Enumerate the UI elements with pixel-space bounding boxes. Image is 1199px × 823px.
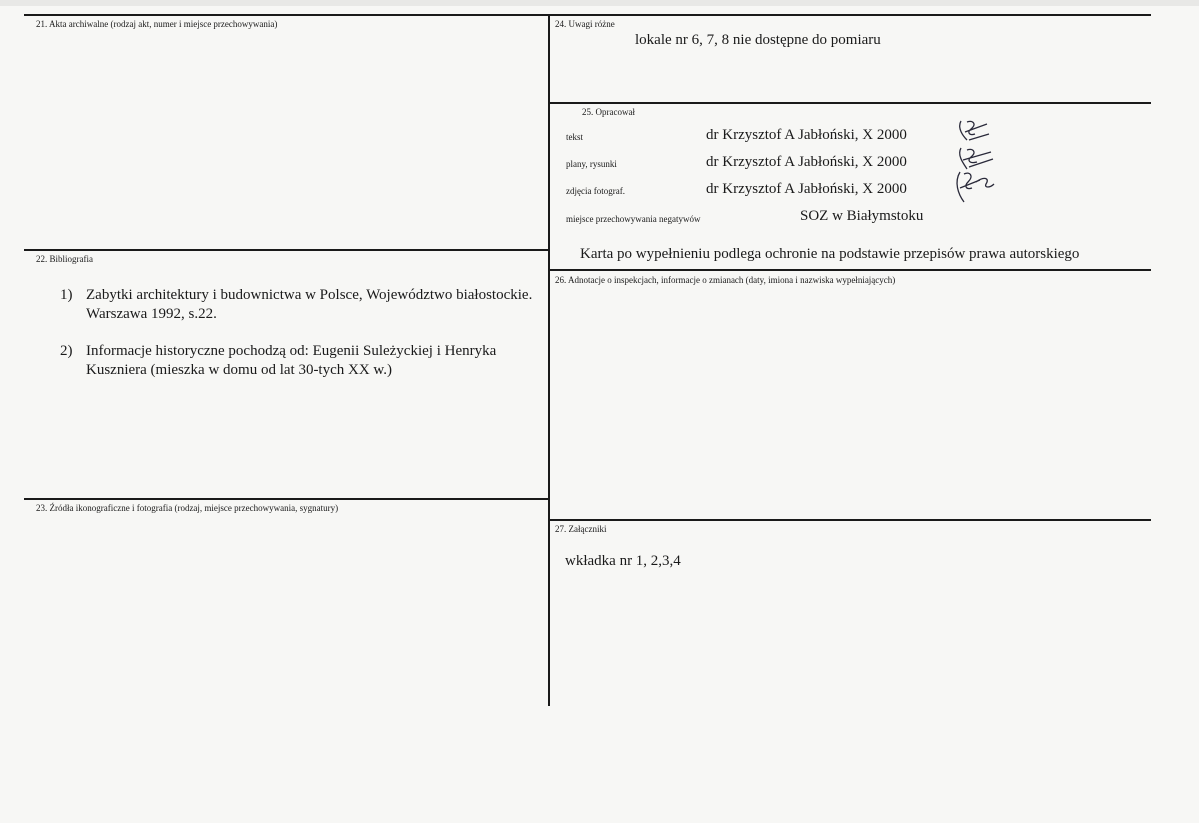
author-row-label: tekst <box>566 132 583 142</box>
rule-25-26 <box>548 269 1151 271</box>
section-25-label: 25. Opracował <box>582 107 635 117</box>
author-row-value: dr Krzysztof A Jabłoński, X 2000 <box>706 154 907 170</box>
rule-24-25 <box>548 102 1151 104</box>
section-26-label: 26. Adnotacje o inspekcjach, informacje o zmianach (daty, imiona i nazwiska wypełniających) <box>555 275 896 285</box>
section-24-label: 24. Uwagi różne <box>555 19 615 29</box>
attachments-text: wkładka nr 1, 2,3,4 <box>565 553 681 569</box>
bibliography-item-text: Zabytki architektury i budownictwa w Polsce, Województwo białostockie. Warszawa 1992, s.22. <box>86 287 533 322</box>
bibliography-item <box>60 286 560 326</box>
section-27-label: 27. Załączniki <box>555 524 607 534</box>
rule-22-23 <box>24 498 550 500</box>
signature-icon <box>950 168 996 208</box>
author-row-label: plany, rysunki <box>566 159 617 169</box>
negatives-label: miejsce przechowywania negatywów <box>566 214 701 224</box>
section-21-label: 21. Akta archiwalne (rodzaj akt, numer i miejsce przechowywania) <box>36 19 278 29</box>
bibliography-item-text: Informacje historyczne pochodzą od: Eugenii Suleżyckiej i Henryka Kuszniera (mieszka w domu od lat 30-tych XX w.) <box>86 343 497 378</box>
remarks-text: lokale nr 6, 7, 8 nie dostępne do pomiaru <box>635 32 881 48</box>
author-row-label: zdjęcia fotograf. <box>566 186 625 196</box>
page-top-edge <box>0 0 1199 6</box>
copyright-notice: Karta po wypełnieniu podlega ochronie na podstawie przepisów prawa autorskiego <box>580 246 1080 262</box>
bibliography-item <box>60 342 560 382</box>
bibliography-item-number: 2) <box>60 343 73 359</box>
signature-icon <box>955 118 995 146</box>
top-rule <box>24 14 1151 16</box>
rule-26-27 <box>548 519 1151 521</box>
bibliography-item-number: 1) <box>60 287 73 303</box>
section-23-label: 23. Źródła ikonograficzne i fotografia (rodzaj, miejsce przechowywania, sygnatury) <box>36 503 339 513</box>
author-row-value: dr Krzysztof A Jabłoński, X 2000 <box>706 127 907 143</box>
author-row-value: dr Krzysztof A Jabłoński, X 2000 <box>706 181 907 197</box>
negatives-value: SOZ w Białymstoku <box>800 208 924 224</box>
rule-21-22 <box>24 249 550 251</box>
section-22-label: 22. Bibliografia <box>36 254 93 264</box>
